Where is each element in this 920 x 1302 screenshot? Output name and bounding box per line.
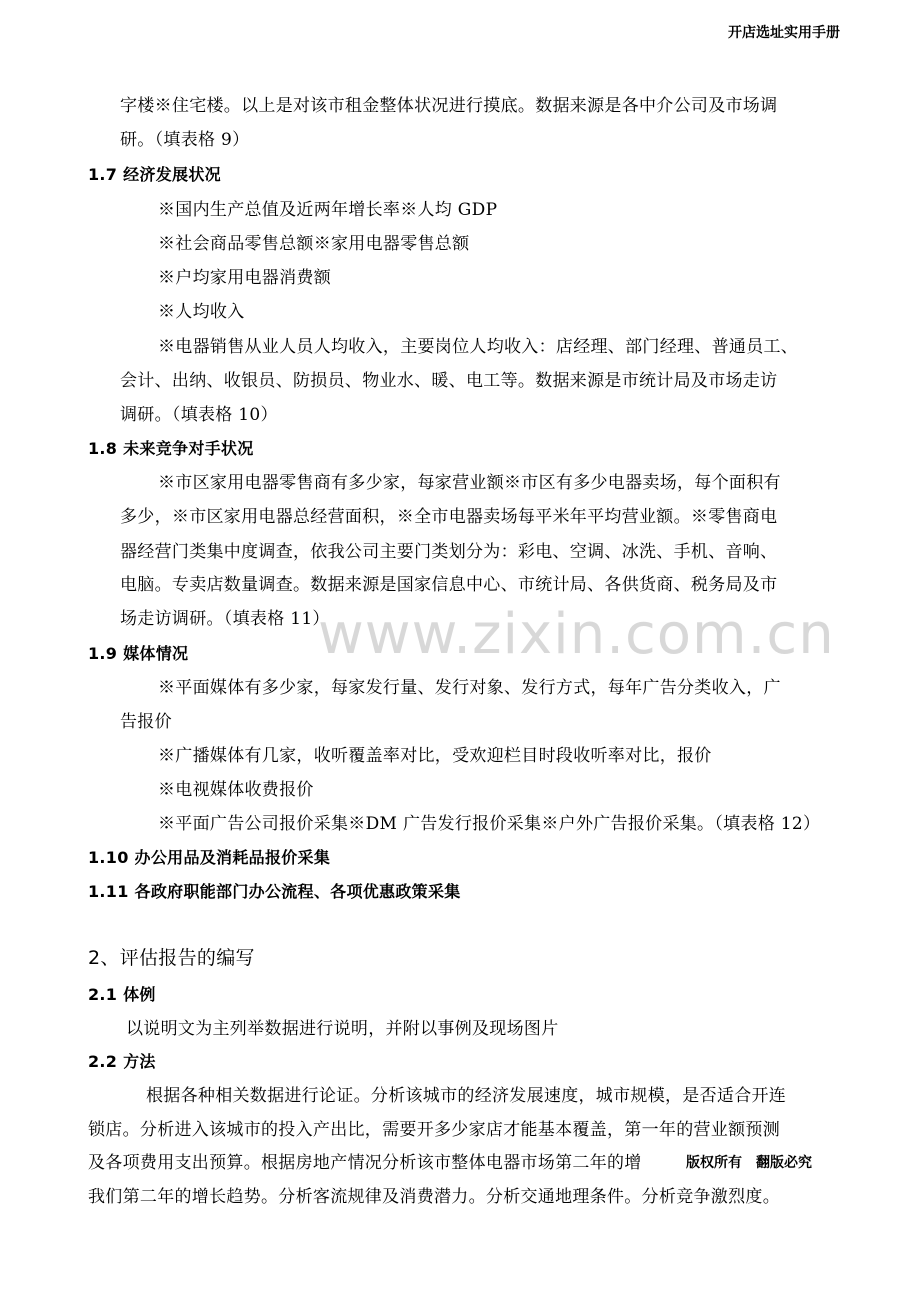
section-heading-1-9: 1.9 媒体情况 — [88, 644, 189, 663]
body-line: 器经营门类集中度调查，依我公司主要门类划分为：彩电、空调、冰洗、手机、音响、 — [120, 542, 778, 562]
list-item: ※电视媒体收费报价 — [158, 780, 314, 800]
body-line: 及各项费用支出预算。根据房地产情况分析该市整体电器市场第二年的增 — [88, 1153, 642, 1173]
body-line: 字楼※住宅楼。以上是对该市租金整体状况进行摸底。数据来源是各中介公司及市场调 — [120, 96, 778, 116]
body-line: 我们第二年的增长趋势。分析客流规律及消费潜力。分析交通地理条件。分析竞争激烈度。 — [88, 1187, 780, 1207]
body-line: 会计、出纳、收银员、防损员、物业水、暖、电工等。数据来源是市统计局及市场走访 — [120, 371, 778, 391]
body-line: 根据各种相关数据进行论证。分析该城市的经济发展速度，城市规模，是否适合开连 — [146, 1086, 787, 1106]
body-line: 多少，※市区家用电器总经营面积，※全市电器卖场每平米年平均营业额。※零售商电 — [120, 507, 778, 527]
copyright-notice — [680, 1151, 818, 1175]
section-heading-1-10: 1.10 办公用品及消耗品报价采集 — [88, 848, 331, 867]
body-line: 告报价 — [120, 712, 172, 732]
body-line: 场走访调研。（填表格 11） — [120, 609, 330, 629]
body-line: 研。（填表格 9） — [120, 130, 250, 150]
list-item: ※平面广告公司报价采集※DM 广告发行报价采集※户外广告报价采集。（填表格 12） — [158, 814, 821, 834]
section-heading-1-11: 1.11 各政府职能部门办公流程、各项优惠政策采集 — [88, 882, 461, 901]
list-item: ※人均收入 — [158, 302, 245, 322]
list-item: ※广播媒体有几家，收听覆盖率对比，受欢迎栏目时段收听率对比，报价 — [158, 746, 712, 766]
list-item: ※平面媒体有多少家，每家发行量、发行对象、发行方式，每年广告分类收入，广 — [158, 678, 781, 698]
list-item: ※市区家用电器零售商有多少家，每家营业额※市区有多少电器卖场，每个面积有 — [158, 473, 781, 493]
section-heading-2-1: 2.1 体例 — [88, 985, 156, 1004]
body-line: 电脑。专卖店数量调查。数据来源是国家信息中心、市统计局、各供货商、税务局及市 — [120, 575, 778, 595]
body-line: 以说明文为主列举数据进行说明，并附以事例及现场图片 — [126, 1019, 559, 1039]
list-item: ※户均家用电器消费额 — [158, 268, 331, 288]
list-item: ※社会商品零售总额※家用电器零售总额 — [158, 234, 470, 254]
body-line: 调研。（填表格 10） — [120, 405, 278, 425]
section-heading-2-2: 2.2 方法 — [88, 1052, 156, 1071]
list-item: ※电器销售从业人员人均收入，主要岗位人均收入：店经理、部门经理、普通员工、 — [158, 337, 799, 357]
section-heading-1-8: 1.8 未来竞争对手状况 — [88, 439, 254, 458]
copyright-right: 翻版必究 — [756, 1155, 812, 1171]
body-line: 锁店。分析进入该城市的投入产出比，需要开多少家店才能基本覆盖，第一年的营业额预测 — [88, 1120, 780, 1140]
copyright-left: 版权所有 — [686, 1155, 742, 1171]
list-item: ※国内生产总值及近两年增长率※人均 GDP — [158, 200, 498, 220]
section-title-2: 2、评估报告的编写 — [88, 947, 255, 969]
running-header: 开店选址实用手册 — [728, 25, 840, 41]
watermark: www.zixin.com.cn — [318, 602, 835, 667]
section-heading-1-7: 1.7 经济发展状况 — [88, 165, 221, 184]
